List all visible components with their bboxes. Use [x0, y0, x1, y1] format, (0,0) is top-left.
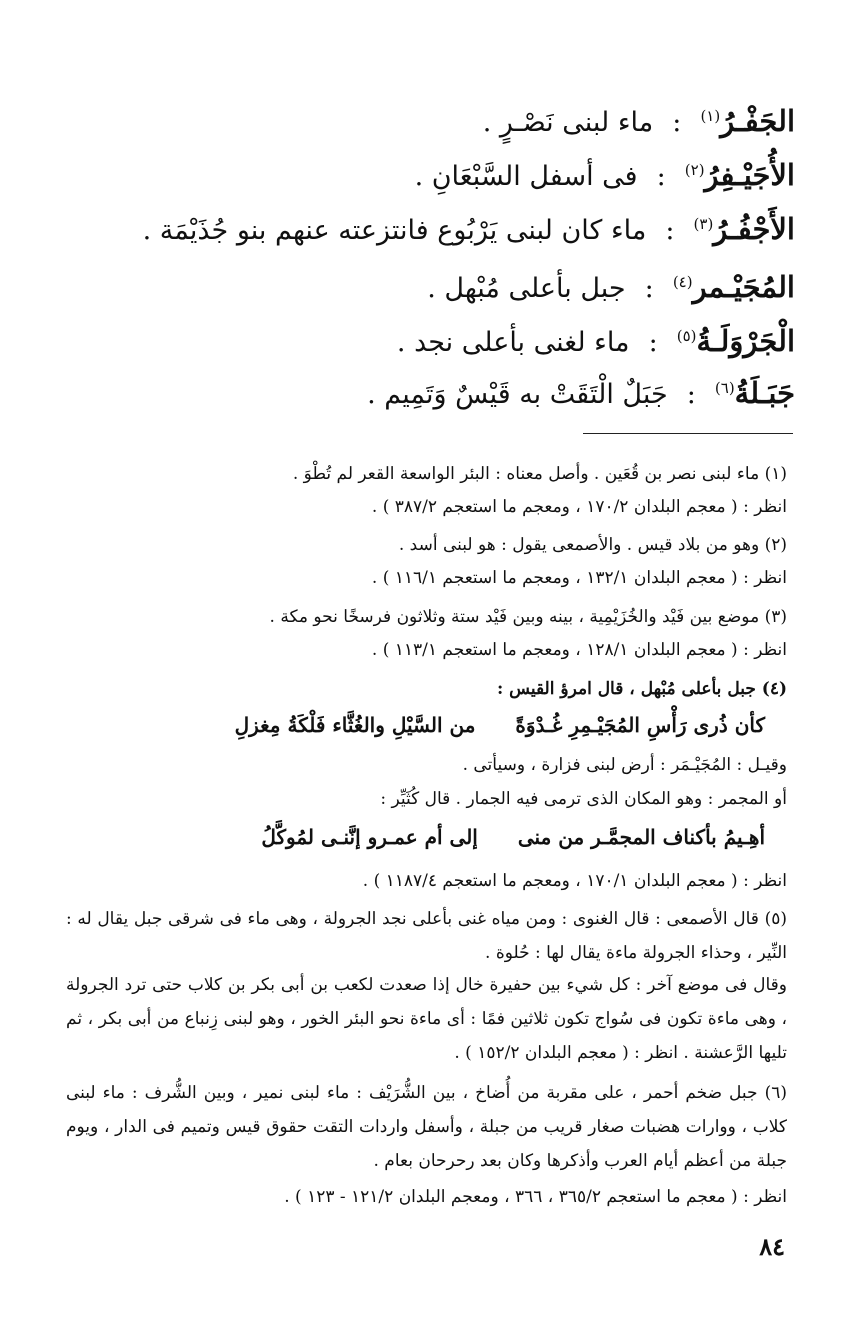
footnote-paragraph: (٦) جبل ضخم أحمر ، على مقربة من أُضاخ ، بين الشُّرَيْف : ماء لبنى نمير ، وبين الشُّرف : ماء لبنى كلاب ، ووارات هضبات صغار قريب من جبلة ، وأسفل واردات التقت حقوق قيس وتميم فى الدار ، ويوم جبلة من أعظم أيام العرب وأذكرها وكان بعد رحرحان بعام .: [66, 1083, 787, 1171]
footnote-line: أو المجمر : وهو المكان الذى ترمى فيه الجمار . قال كُثَيِّر :: [380, 789, 787, 809]
entry-definition: ماء لغنى بأعلى نجد .: [396, 327, 630, 358]
entry-headword: الجَفْـرُ: [720, 104, 795, 138]
entry-row: [70, 368, 795, 415]
verse-hemistich-second: من السَّيْلِ والغُثَّاء فَلْكَةُ مِغزلِ: [234, 713, 476, 737]
footnote-reference: انظر : ( معجم البلدان ١٧٠/١ ، ومعجم ما استعجم ١١٨٧/٤ ) .: [362, 871, 787, 891]
verse-hemistich-first: أهِـيمُ بأكناف المجمَّـر من منى: [517, 825, 765, 849]
entry-definition: ماء كان لبنى يَرْبُوع فانتزعته عنهم بنو جُذَيْمَة .: [142, 215, 647, 246]
entry-separator: :: [665, 215, 675, 246]
entry-row: [70, 150, 795, 197]
entry-row: [70, 204, 795, 251]
footnote-marker: (٤): [672, 273, 693, 291]
entry-row: [70, 96, 795, 143]
verse-hemistich-second: إلى أم عمـرو إنَّنـى لمُوكَّلُ: [261, 825, 478, 849]
footnote-line: وقيـل : المُجَيْـمَر : أرض لبنى فزارة ، وسيأتى .: [462, 755, 787, 775]
entry-headword: الأُجَيْـفِرُ: [704, 158, 795, 192]
footnote-marker: (٢): [684, 161, 705, 179]
poem-verse: [120, 710, 765, 740]
footnote-marker: (٣): [693, 215, 714, 233]
entry-headword: جَبَـلَةُ: [734, 376, 795, 410]
footnote-divider: [583, 433, 793, 434]
entry-separator: :: [656, 161, 666, 192]
footnote-marker: (٦): [714, 379, 735, 397]
footnote-marker: (١): [700, 107, 721, 125]
entry-headword: الْجَرْوَلَـةُ: [696, 324, 795, 358]
entry-definition: ماء لبنى نَصْـرٍ .: [482, 107, 654, 138]
footnote-paragraph: (٥) قال الأصمعى : قال الغنوى : ومن مياه غنى بأعلى نجد الجرولة ، وهى ماء فى شرقى جبل يقال له : النِّير ، وحذاء الجرولة ماءة يقال لها : حُلوة .: [66, 909, 787, 963]
footnote-reference: انظر : ( معجم البلدان ١٣٢/١ ، ومعجم ما استعجم ١١٦/١ ) .: [371, 568, 787, 588]
entry-definition: جَبَلٌ الْتَقَتْ به قَيْسٌ وَتَمِيم .: [367, 379, 668, 410]
entry-headword: الأَجْفُـرُ: [713, 212, 795, 246]
page-number: ٨٤: [759, 1232, 785, 1261]
footnote-line: (١) ماء لبنى نصر بن قُعَين . وأصل معناه : البئر الواسعة القعر لم تُطْوَ .: [292, 464, 787, 484]
entry-definition: جبل بأعلى مُبْهل .: [427, 273, 626, 304]
footnote-line: (٢) وهو من بلاد قيس . والأصمعى يقول : هو لبنى أسد .: [398, 535, 787, 555]
footnote-marker: (٥): [676, 327, 697, 345]
footnote-line: (٤) جبل بأعلى مُبْهل ، قال امرؤ القيس :: [496, 679, 787, 699]
entry-separator: :: [672, 107, 682, 138]
entry-definition: فى أسفل السَّبْعَانِ .: [414, 161, 638, 192]
verse-hemistich-first: كأن ذُرى رَأْسِ المُجَيْـمِرِ غُـدْوَةً: [515, 713, 765, 737]
entry-separator: :: [644, 273, 654, 304]
entry-row: [70, 316, 795, 363]
footnote-reference: انظر : ( معجم البلدان ١٢٨/١ ، ومعجم ما استعجم ١١٣/١ ) .: [371, 640, 787, 660]
footnote-line: (٣) موضع بين فَيْد والخُزَيْمِية ، بينه وبين فَيْد ستة وثلاثون فرسخًا نحو مكة .: [269, 607, 787, 627]
entry-headword: المُجَيْـمر: [692, 270, 795, 304]
entry-row: [70, 262, 795, 309]
footnote-reference: انظر : ( معجم البلدان ١٧٠/٢ ، ومعجم ما استعجم ٣٨٧/٢ ) .: [371, 497, 787, 517]
footnote-paragraph: وقال فى موضع آخر : كل شيء بين حفيرة خال إذا صعدت لكعب بن أبى بكر بن كلاب حتى ترد الجرولة ، وهى ماءة تكون فى سُواج تكون ثلاثين فمًا : أى ماءة نحو البئر الخور ، وهو لبنى زِنباع من أبى بكر ، ثم تليها الرَّعشنة . انظر : ( معجم البلدان ١٥٢/٢ ) .: [66, 975, 787, 1063]
footnote-reference: انظر : ( معجم ما استعجم ٣٦٥/٢ ، ٣٦٦ ، ومعجم البلدان ١٢١/٢ - ١٢٣ ) .: [284, 1187, 787, 1207]
poem-verse: [120, 822, 765, 852]
entry-separator: :: [686, 379, 696, 410]
entry-separator: :: [648, 327, 658, 358]
